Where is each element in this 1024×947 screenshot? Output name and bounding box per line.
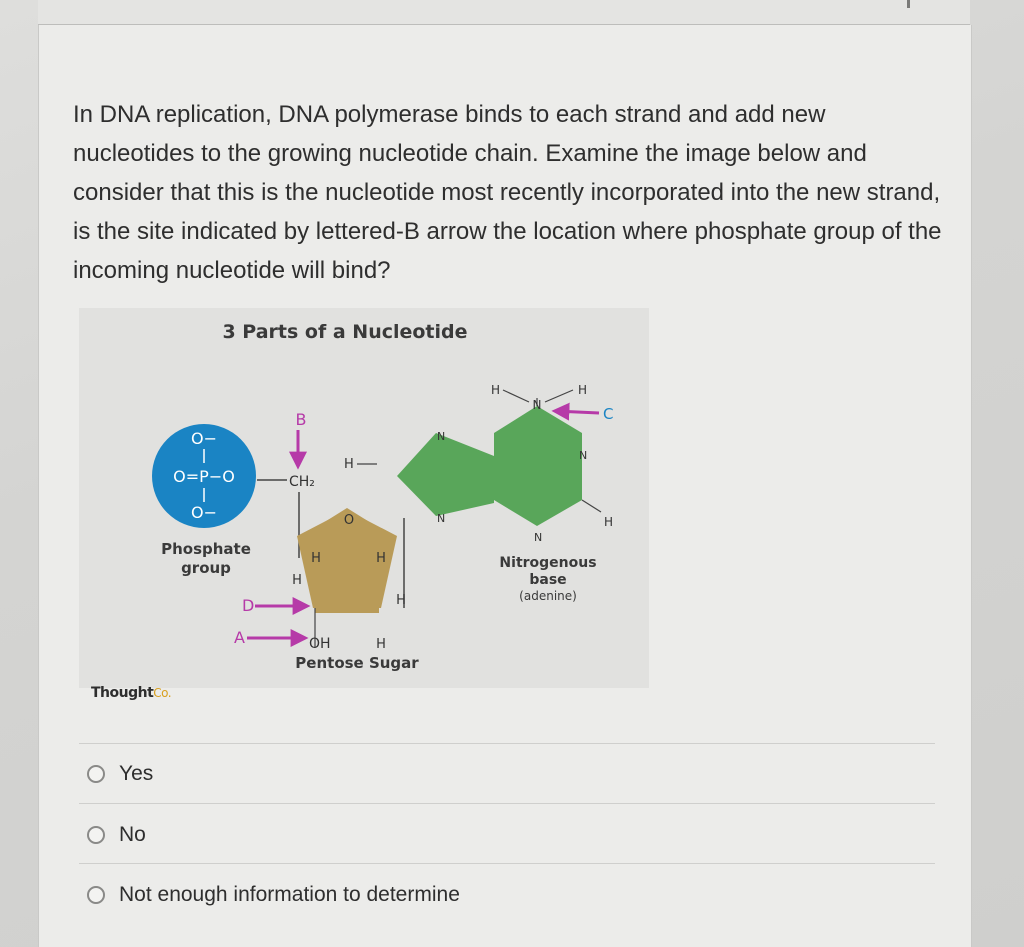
amine-h-left: H xyxy=(491,383,501,397)
amine-n: N xyxy=(532,398,542,412)
sugar-ring-o: O xyxy=(343,513,355,528)
phosphate-label-2: group xyxy=(181,559,231,577)
phosphate-middle: O=P−O xyxy=(173,467,235,486)
radio-yes[interactable] xyxy=(87,765,105,783)
base-n-mid-left: N xyxy=(437,512,446,525)
separator-3 xyxy=(79,863,935,864)
sugar-h-right-out: H xyxy=(396,593,406,608)
base-five-ring xyxy=(397,433,494,516)
top-strip xyxy=(38,0,970,25)
option-not-enough-info-label: Not enough information to determine xyxy=(119,883,460,906)
base-label-2: base xyxy=(529,572,567,588)
amine-h-left-bond xyxy=(503,390,529,402)
thoughtco-logo xyxy=(91,685,171,701)
ch2-label: CH₂ xyxy=(289,474,315,490)
question-text: In DNA replication, DNA polymerase binds to each strand and add new nucleotides to the growing nucleotide chain. Examine the image below and consider that this is the nucleotide most recently incorporated into the new strand, is the site indicated by lettered-B arrow the location where phosphate group of the incoming nucleotide will bind? xyxy=(73,101,942,284)
option-yes-label: Yes xyxy=(119,762,154,785)
sugar-oh: OH xyxy=(309,636,331,652)
arrow-c xyxy=(555,411,599,413)
question-card xyxy=(38,25,972,947)
arrow-b-label: B xyxy=(295,410,307,429)
base-label-1: Nitrogenous xyxy=(499,555,597,571)
base-label-3: (adenine) xyxy=(519,589,577,603)
sugar-h-left-out: H xyxy=(292,573,302,588)
base-six-ring xyxy=(494,406,582,526)
option-no-label: No xyxy=(119,823,146,846)
phosphate-top-o: O− xyxy=(191,429,217,448)
option-yes[interactable] xyxy=(87,759,153,789)
sugar-h-left-in: H xyxy=(311,551,321,566)
logo-main: Thought xyxy=(91,685,154,701)
sugar-h-top: H xyxy=(344,457,354,472)
base-n-top-left: N xyxy=(437,430,446,443)
sugar-h-right-in: H xyxy=(376,551,386,566)
figure-title: 3 Parts of a Nucleotide xyxy=(222,321,468,343)
option-not-enough-info[interactable] xyxy=(87,880,460,910)
arrow-d-label: D xyxy=(242,596,255,615)
arrow-c-label: C xyxy=(603,405,614,423)
phosphate-label-1: Phosphate xyxy=(161,540,251,558)
base-n-bottom: N xyxy=(534,531,543,544)
nucleotide-diagram xyxy=(79,308,649,701)
separator-2 xyxy=(79,803,935,804)
base-h-right-bond xyxy=(582,500,601,512)
scroll-tick xyxy=(907,0,910,8)
sugar-label: Pentose Sugar xyxy=(295,654,419,672)
phosphate-bottom-o: O− xyxy=(191,503,217,522)
sugar-h-bottom: H xyxy=(376,637,386,652)
radio-not-enough-info[interactable] xyxy=(87,886,105,904)
arrow-a-label: A xyxy=(234,628,245,647)
amine-h-right-bond xyxy=(545,390,573,402)
base-h-right: H xyxy=(604,515,614,529)
separator-1 xyxy=(79,743,935,744)
option-no[interactable] xyxy=(87,820,146,850)
amine-h-right: H xyxy=(578,383,588,397)
base-n-right: N xyxy=(579,449,588,462)
logo-co: Co. xyxy=(153,686,172,700)
nucleotide-figure xyxy=(79,308,649,701)
radio-no[interactable] xyxy=(87,826,105,844)
